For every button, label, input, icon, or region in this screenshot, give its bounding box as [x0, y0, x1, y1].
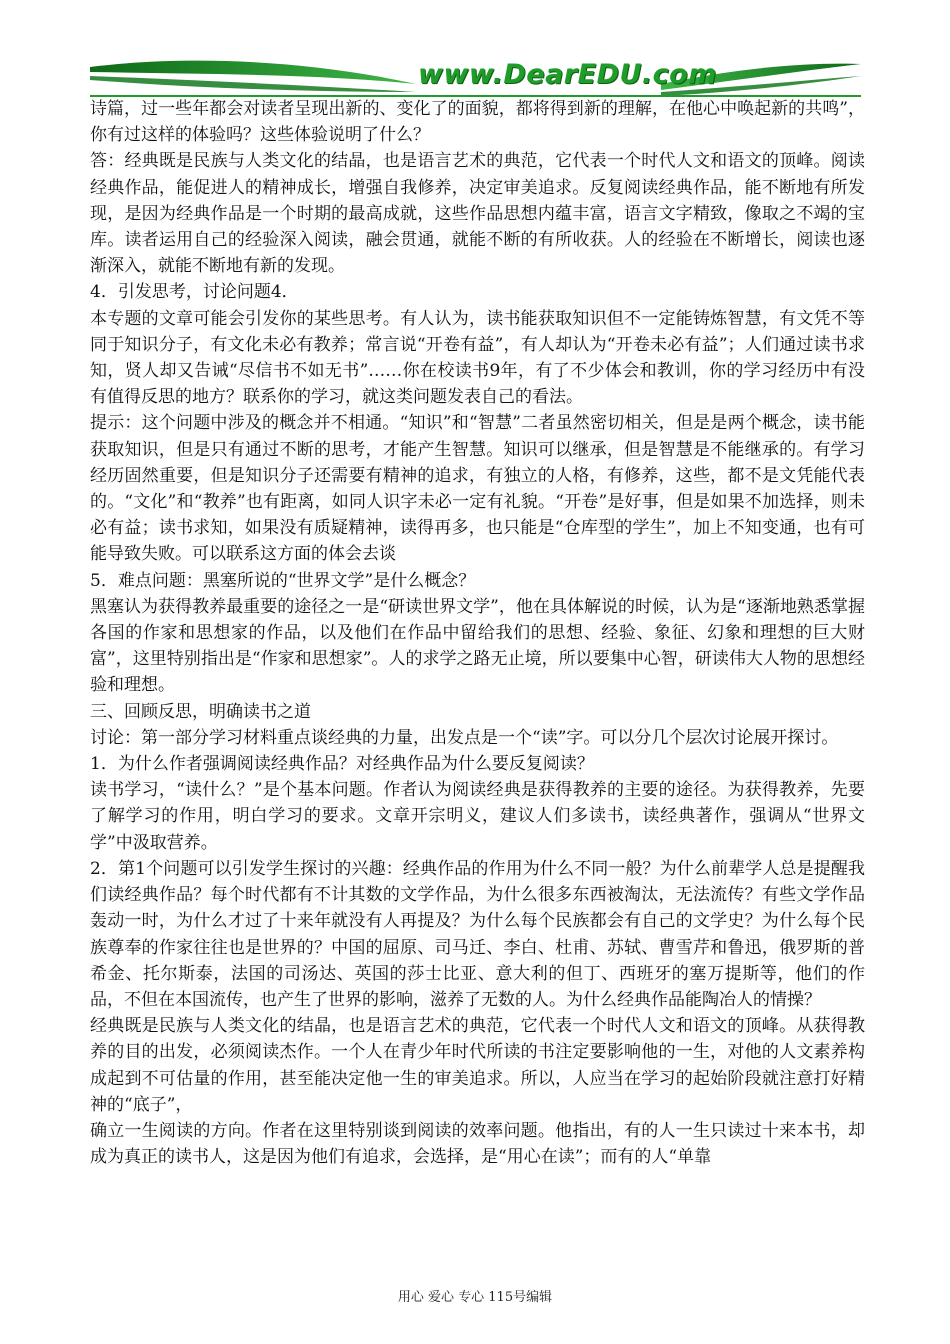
paragraph-hint: 提示：这个问题中涉及的概念并不相通。“知识”和“智慧”二者虽然密切相关，但是是两个概念，读书能获取知识，但是只有通过不断的思考，才能产生智慧。知识可以继承，但是智慧是不能继承的。有学习经历固然重要，但是知识分子还需要有精神的追求，有独立的人格，有修养，这些，都不是文凭能代表的。“文化”和“教养”也有距离，如同人识字未必一定有礼貌。“开卷”是好事，但是如果不加选择，则未必有益；读书求知，如果没有质疑精神，读得再多，也只能是“仓库型的学生”，加上不知变通，也有可能导致失败。可以联系这方面的体会去谈	[90, 413, 865, 565]
site-header	[88, 54, 863, 100]
document-body	[90, 96, 865, 1170]
heading-section-3: 三、回顾反思，明确读书之道	[90, 701, 311, 722]
heading-question-4: 4．引发思考，讨论问题4．	[90, 282, 299, 303]
paragraph-what-to-read: 读书学习，“读什么？”是个基本问题。作者认为阅读经典是获得教养的主要的途径。为获得教养，先要了解学习的作用，明白学习的要求。文章开宗明义，建议人们多读书，读经典著作，强调从“世界文学”中汲取营养。	[90, 780, 865, 853]
paragraph-question-4-body: 本专题的文章可能会引发你的某些思考。有人认为，读书能获取知识但不一定能铸炼智慧，有文凭不等同于知识分子，有文化未必有教养；常言说“开卷有益”，有人却认为“开卷未必有益”；人们通过读书求知，贤人却又告诫“尽信书不如无书”……你在校读书9年，有了不少体会和教训，你的学习经历中有没有值得反思的地方？联系你的学习，就这类问题发表自己的看法。	[90, 308, 865, 408]
paragraph-intro-question: 诗篇，过一些年都会对读者呈现出新的、变化了的面貌，都将得到新的理解，在他心中唤起新的共鸣”，你有过这样的体验吗？这些体验说明了什么？	[90, 99, 865, 146]
paragraph-reading-direction: 确立一生阅读的方向。作者在这里特别谈到阅读的效率问题。他指出，有的人一生只读过十来本书，却成为真正的读书人，这是因为他们有追求，会选择，是“用心在读”；而有的人“单靠	[90, 1120, 865, 1168]
paragraph-discussion-2: 2．第1个问题可以引发学生探讨的兴趣：经典作品的作用为什么不同一般？为什么前辈学人总是提醒我们读经典作品？每个时代都有不计其数的文学作品，为什么很多东西被淘汰，无法流传？有些文学作品轰动一时，为什么才过了十来年就没有人再提及？为什么每个民族都会有自己的文学史？为什么每个民族尊奉的作家往往也是世界的？中国的屈原、司马迁、李白、杜甫、苏轼、曹雪芹和鲁迅，俄罗斯的普希金、托尔斯泰，法国的司汤达、英国的莎士比亚、意大利的但丁、西班牙的塞万提斯等，他们的作品，不但在本国流传，也产生了世界的影响，滋养了无数的人。为什么经典作品能陶冶人的情操？	[90, 858, 865, 1010]
paragraph-hesse-world-literature: 黑塞认为获得教养最重要的途径之一是“研读世界文学”，他在具体解说的时候，认为是“逐渐地熟悉掌握各国的作家和思想家的作品，以及他们在作品中留给我们的思想、经验、象征、幻象和理想的巨大财富”，这里特别指出是“作家和思想家”。人的求学之路无止境，所以要集中心智，研读伟大人物的思想经验和理想。	[90, 596, 865, 696]
page-footer: 用心 爱心 专心 115号编辑	[397, 1290, 553, 1305]
paragraph-discussion: 讨论：第一部分学习材料重点谈经典的力量，出发点是一个“读”字。可以分几个层次讨论展开探讨。	[90, 727, 839, 748]
heading-discussion-1: 1．为什么作者强调阅读经典作品？对经典作品为什么要反复阅读？	[90, 754, 594, 775]
paragraph-classics: 经典既是民族与人类文化的结晶，也是语言艺术的典范，它代表一个时代人文和语文的顶峰。从获得教养的目的出发，必须阅读杰作。一个人在青少年时代所读的书注定要影响他的一生，对他的人文素养构成起到不可估量的作用，甚至能决定他一生的审美追求。所以，人应当在学习的起始阶段就注意打好精神的“底子”，	[90, 1016, 865, 1115]
site-logo-text[interactable]: www.DearEDU.com	[418, 59, 717, 90]
paragraph-answer: 答：经典既是民族与人类文化的结晶，也是语言艺术的典范，它代表一个时代人文和语文的顶峰。阅读经典作品，能促进人的精神成长，增强自我修养，决定审美追求。反复阅读经典作品，能不断地有所发现，是因为经典作品是一个时期的最高成就，这些作品思想内蕴丰富，语言文字精致，像取之不竭的宝库。读者运用自己的经验深入阅读，融会贯通，就能不断的有所收获。人的经验在不断增长，阅读也逐渐深入，就能不断地有新的发现。	[90, 151, 865, 277]
heading-question-5: 5．难点问题：黑塞所说的“世界文学”是什么概念？	[90, 570, 476, 591]
